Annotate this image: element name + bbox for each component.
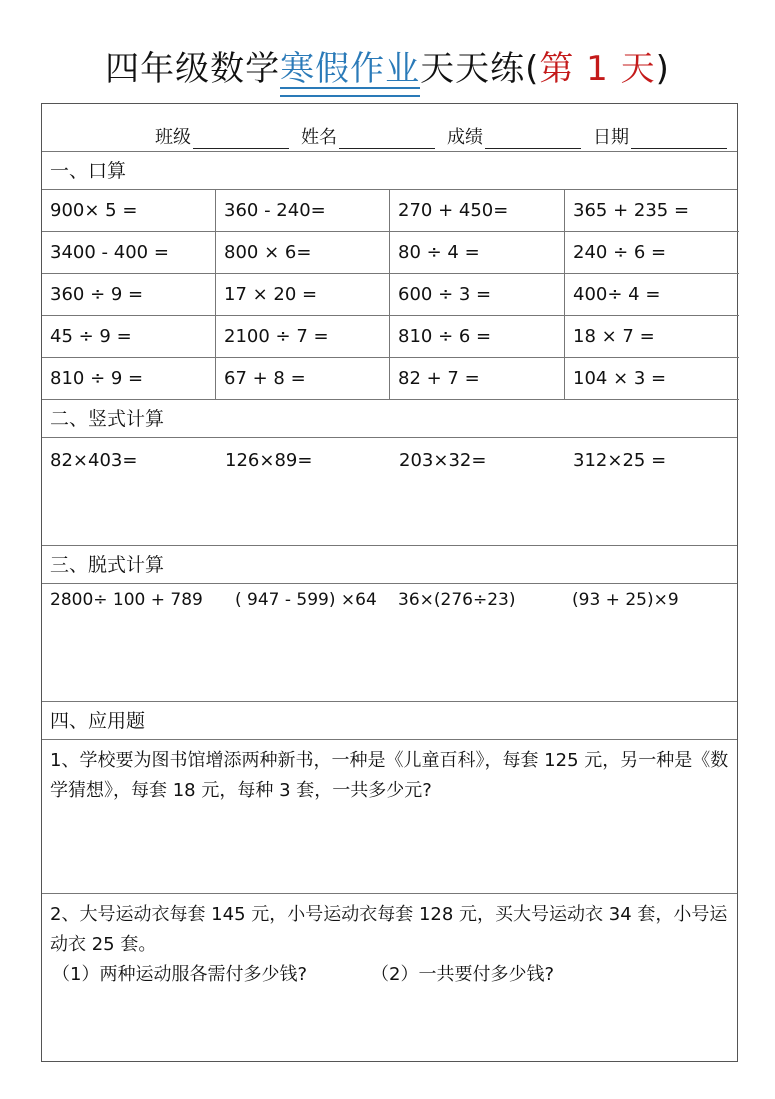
- word-problem-2-question-2: （2）一共要付多少钱?: [371, 964, 555, 985]
- class-label: 班级: [155, 127, 191, 148]
- oral-cell: 800 × 6=: [216, 232, 390, 274]
- worksheet-table: [41, 103, 738, 1062]
- title-day-number: 第 1 天: [539, 49, 656, 89]
- oral-cell: 67 + 8 =: [216, 358, 390, 400]
- word-problem-2-question-1: （1）两种运动服各需付多少钱?: [52, 964, 308, 985]
- oral-cell: 18 × 7 =: [565, 316, 739, 358]
- stepwise-item: (93 + 25)×9: [572, 590, 679, 610]
- oral-cell: 240 ÷ 6 =: [565, 232, 739, 274]
- oral-cell: 45 ÷ 9 =: [42, 316, 216, 358]
- name-label: 姓名: [301, 127, 337, 148]
- stepwise-item: 36×(276÷23): [398, 590, 516, 610]
- section-vertical-heading: 二、竖式计算: [42, 400, 737, 438]
- word-problem-1[interactable]: [42, 740, 737, 894]
- date-label: 日期: [593, 127, 629, 148]
- section-stepwise-heading: 三、脱式计算: [42, 546, 737, 584]
- date-field[interactable]: [593, 123, 727, 149]
- date-blank[interactable]: [631, 130, 727, 149]
- section-oral-heading: 一、口算: [42, 152, 737, 190]
- section-word-problems-heading: 四、应用题: [42, 702, 737, 740]
- word-problem-1-text: 1、学校要为图书馆增添两种新书，一种是《儿童百科》，每套 125 元，另一种是《数学猜想》，每套 18 元，每种 3 套，一共多少元?: [50, 750, 729, 801]
- title-daily-practice: 天天练(: [420, 49, 540, 89]
- stepwise-item: 2800÷ 100 + 789: [50, 590, 203, 610]
- vertical-item: 312×25 =: [573, 450, 667, 471]
- oral-cell: 360 ÷ 9 =: [42, 274, 216, 316]
- class-field[interactable]: [155, 123, 289, 149]
- oral-cell: 3400 - 400 =: [42, 232, 216, 274]
- class-blank[interactable]: [193, 130, 289, 149]
- student-info-row: [42, 104, 737, 152]
- oral-cell: 400÷ 4 =: [565, 274, 739, 316]
- score-field[interactable]: [447, 123, 581, 149]
- oral-cell: 270 + 450=: [390, 190, 565, 232]
- score-label: 成绩: [447, 127, 483, 148]
- oral-cell: 810 ÷ 9 =: [42, 358, 216, 400]
- title-grade-subject: 四年级数学: [105, 49, 281, 89]
- oral-cell: 104 × 3 =: [565, 358, 739, 400]
- vertical-item: 82×403=: [50, 450, 138, 471]
- oral-cell: 810 ÷ 6 =: [390, 316, 565, 358]
- oral-cell: 2100 ÷ 7 =: [216, 316, 390, 358]
- oral-cell: 365 + 235 =: [565, 190, 739, 232]
- oral-cell: 360 - 240=: [216, 190, 390, 232]
- worksheet-title: [0, 44, 775, 94]
- oral-cell: 900× 5 =: [42, 190, 216, 232]
- vertical-item: 126×89=: [225, 450, 313, 471]
- word-problem-2[interactable]: [42, 894, 737, 1063]
- score-blank[interactable]: [485, 130, 581, 149]
- name-blank[interactable]: [339, 130, 435, 149]
- oral-cell: 600 ÷ 3 =: [390, 274, 565, 316]
- stepwise-item: ( 947 - 599) ×64: [235, 590, 377, 610]
- title-highlight: 寒假作业: [280, 44, 420, 94]
- title-close-paren: ): [655, 49, 670, 89]
- oral-cell: 82 + 7 =: [390, 358, 565, 400]
- vertical-item: 203×32=: [399, 450, 487, 471]
- vertical-calc-area[interactable]: [42, 438, 737, 546]
- oral-cell: 80 ÷ 4 =: [390, 232, 565, 274]
- word-problem-2-text: 2、大号运动衣每套 145 元，小号运动衣每套 128 元，买大号运动衣 34 套，小号运动衣 25 套。: [50, 904, 728, 955]
- name-field[interactable]: [301, 123, 435, 149]
- stepwise-calc-area[interactable]: [42, 584, 737, 702]
- oral-cell: 17 × 20 =: [216, 274, 390, 316]
